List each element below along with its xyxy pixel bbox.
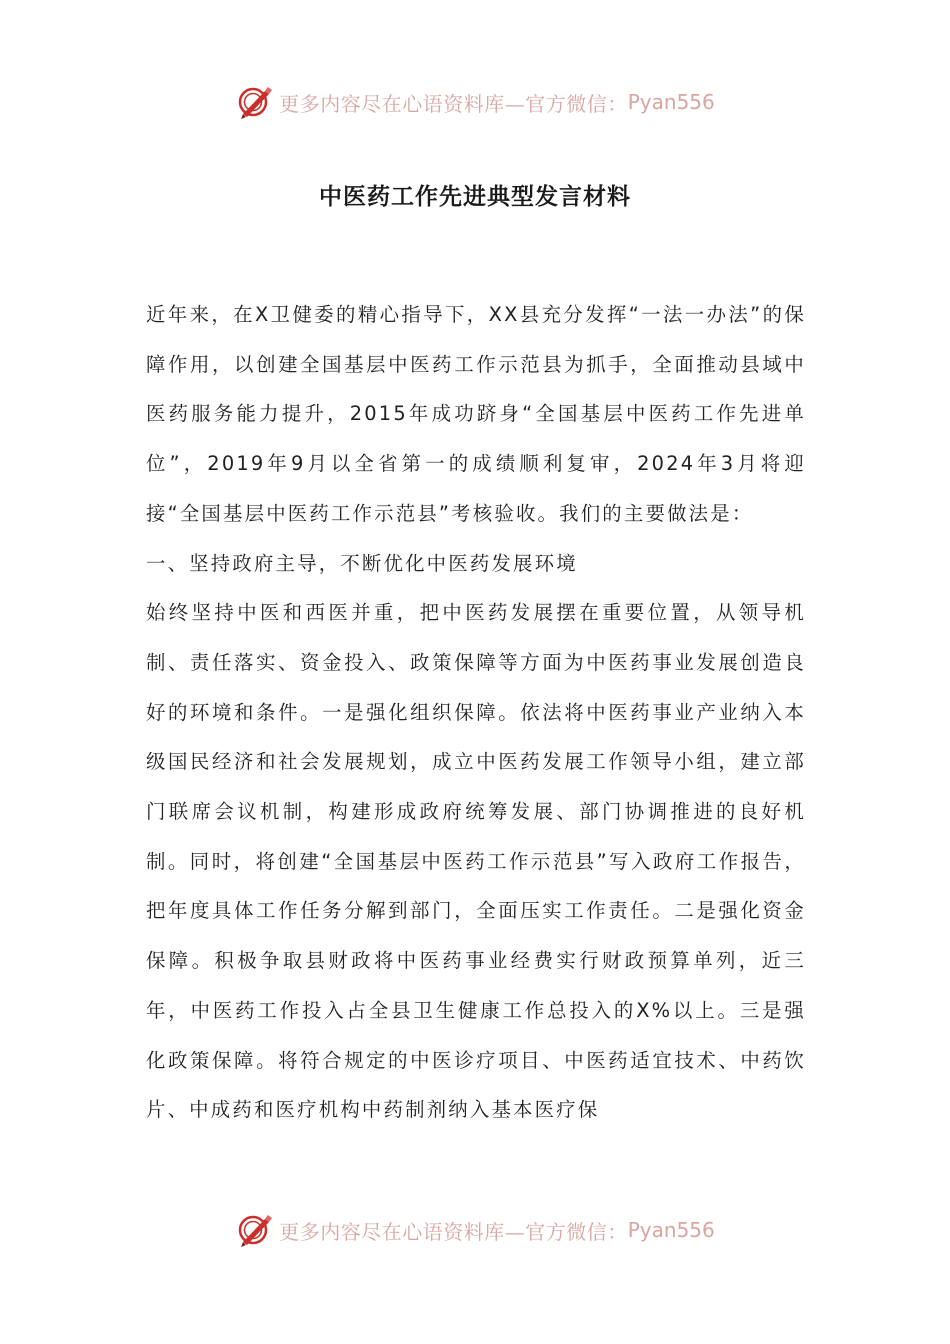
watermark-banner-bottom (0, 1206, 950, 1254)
watermark-text: 更多内容尽在心语资料库—官方微信： (279, 91, 628, 116)
watermark-banner-top (0, 78, 950, 126)
pen-logo-icon (235, 82, 275, 122)
document-body (146, 290, 806, 1135)
pen-logo-icon (235, 1210, 275, 1250)
document-title: 中医药工作先进典型发言材料 (319, 184, 631, 210)
section-heading: 一、坚持政府主导，不断优化中医药发展环境 (146, 551, 578, 575)
watermark-wechat-id: Pyan556 (627, 90, 715, 114)
intro-paragraph: 近年来，在X卫健委的精心指导下，XX县充分发挥“一法一办法”的保障作用，以创建全国基层中医药工作示范县为抓手，全面推动县域中医药服务能力提升，2015年成功跻身“全国基层中医药工作先进单位”，2019年9月以全省第一的成绩顺利复审，2024年3月将迎接“全国基层中医药工作示范县”考核验收。我们的主要做法是： (146, 303, 806, 525)
body-paragraph: 始终坚持中医和西医并重，把中医药发展摆在重要位置，从领导机制、责任落实、资金投入、政策保障等方面为中医药事业发展创造良好的环境和条件。一是强化组织保障。依法将中医药事业产业纳入本级国民经济和社会发展规划，成立中医药发展工作领导小组，建立部门联席会议机制，构建形成政府统筹发展、部门协调推进的良好机制。同时，将创建“全国基层中医药工作示范县”写入政府工作报告，把年度具体工作任务分解到部门，全面压实工作责任。二是强化资金保障。积极争取县财政将中医药事业经费实行财政预算单列，近三年，中医药工作投入占全县卫生健康工作总投入的X%以上。三是强化政策保障。将符合规定的中医诊疗项目、中医药适宜技术、中药饮片、中成药和医疗机构中药制剂纳入基本医疗保 (146, 601, 806, 1122)
watermark-wechat-id: Pyan556 (627, 1218, 715, 1242)
watermark-text: 更多内容尽在心语资料库—官方微信： (279, 1219, 628, 1244)
